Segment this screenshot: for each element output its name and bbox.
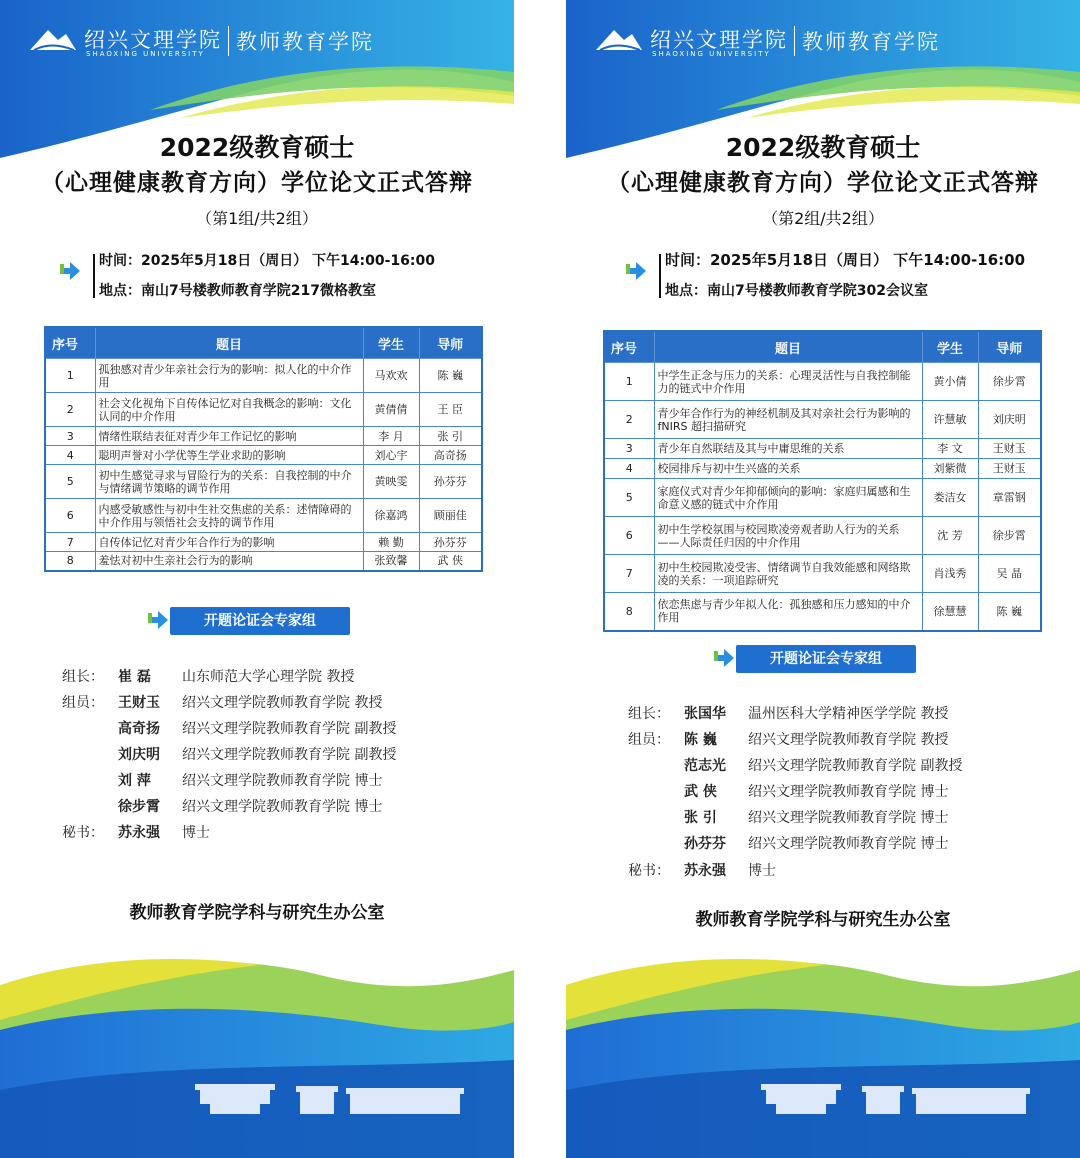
cell-title: 自传体记忆对青少年合作行为的影响 bbox=[95, 533, 363, 552]
cell-title: 中学生正念与压力的关系：心理灵活性与自我控制能力的链式中介作用 bbox=[654, 363, 922, 401]
committee-role: 组长： bbox=[628, 706, 670, 722]
cell-student: 徐嘉鸿 bbox=[363, 499, 419, 533]
cell-tutor: 刘庆明 bbox=[978, 401, 1041, 439]
committee-role: 组长： bbox=[62, 669, 104, 685]
cell-tutor: 孙芬芬 bbox=[419, 533, 482, 552]
cell-no: 1 bbox=[604, 363, 654, 401]
cell-tutor: 王财玉 bbox=[978, 459, 1041, 479]
info-divider bbox=[93, 254, 95, 298]
cell-tutor: 徐步霄 bbox=[978, 363, 1041, 401]
cell-tutor: 张 引 bbox=[419, 427, 482, 446]
col-header-no: 序号 bbox=[604, 331, 654, 363]
committee-secretary bbox=[62, 822, 210, 842]
cell-title: 内感受敏感性与初中生社交焦虑的关系：述情障碍的中介作用与领悟社会支持的调节作用 bbox=[95, 499, 363, 533]
arrow-icon bbox=[624, 260, 648, 282]
cell-title: 初中生感觉寻求与冒险行为的关系：自我控制的中介与情绪调节策略的调节作用 bbox=[95, 465, 363, 499]
committee-name: 张国华 bbox=[684, 706, 726, 722]
table-row bbox=[604, 593, 1041, 631]
university-logo-icon bbox=[28, 26, 78, 54]
cell-student: 肖浅秀 bbox=[922, 555, 978, 593]
cell-no: 2 bbox=[45, 393, 95, 427]
table-row bbox=[604, 479, 1041, 517]
committee-info: 博士 bbox=[182, 825, 210, 841]
cell-student: 许慧敏 bbox=[922, 401, 978, 439]
committee-info: 绍兴文理学院教师教育学院 副教授 bbox=[748, 758, 963, 774]
committee-info: 绍兴文理学院教师教育学院 博士 bbox=[748, 810, 949, 826]
cell-no: 8 bbox=[45, 552, 95, 571]
arrow-icon bbox=[146, 609, 170, 631]
committee-member bbox=[628, 781, 948, 801]
schedule-table bbox=[603, 330, 1042, 632]
committee-name: 王财玉 bbox=[118, 695, 160, 711]
cell-tutor: 章雷钢 bbox=[978, 479, 1041, 517]
cell-tutor: 吴 晶 bbox=[978, 555, 1041, 593]
committee-info: 绍兴文理学院教师教育学院 博士 bbox=[748, 836, 949, 852]
col-header-no: 序号 bbox=[45, 327, 95, 359]
info-divider bbox=[659, 254, 661, 298]
cell-no: 3 bbox=[45, 427, 95, 446]
table-row bbox=[45, 552, 482, 571]
cell-title: 情绪性联结表征对青少年工作记忆的影响 bbox=[95, 427, 363, 446]
table-row bbox=[45, 427, 482, 446]
cell-title: 社会文化视角下自传体记忆对自我概念的影响：文化认同的中介作用 bbox=[95, 393, 363, 427]
university-logo-icon bbox=[594, 26, 644, 54]
cell-title: 青少年自然联结及其与中庸思维的关系 bbox=[654, 439, 922, 459]
cell-title: 青少年合作行为的神经机制及其对亲社会行为影响的 fNIRS 超扫描研究 bbox=[654, 401, 922, 439]
committee-info: 绍兴文理学院教师教育学院 教授 bbox=[182, 695, 383, 711]
university-name: 绍兴文理学院 bbox=[650, 28, 788, 52]
committee-name: 苏永强 bbox=[118, 825, 160, 841]
committee-member bbox=[628, 729, 948, 749]
committee-info: 山东师范大学心理学院 教授 bbox=[182, 669, 355, 685]
committee-name: 孙芬芬 bbox=[684, 836, 726, 852]
cell-tutor: 高奇扬 bbox=[419, 446, 482, 465]
cell-no: 5 bbox=[45, 465, 95, 499]
committee-member bbox=[62, 796, 382, 816]
col-header-tutor: 导师 bbox=[419, 327, 482, 359]
table-header-row bbox=[45, 327, 482, 359]
committee-info: 绍兴文理学院教师教育学院 博士 bbox=[182, 799, 383, 815]
cell-no: 4 bbox=[604, 459, 654, 479]
defense-time: 时间：2025年5月18日（周日） 下午14:00-16:00 bbox=[665, 251, 1026, 269]
committee-member bbox=[628, 807, 948, 827]
cell-title: 初中生学校氛围与校园欺凌旁观者助人行为的关系——人际责任归因的中介作用 bbox=[654, 517, 922, 555]
table-row bbox=[45, 393, 482, 427]
cell-no: 1 bbox=[45, 359, 95, 393]
cell-no: 6 bbox=[45, 499, 95, 533]
cell-tutor: 徐步霄 bbox=[978, 517, 1041, 555]
arrow-icon bbox=[712, 647, 736, 669]
cell-tutor: 孙芬芬 bbox=[419, 465, 482, 499]
col-header-student: 学生 bbox=[922, 331, 978, 363]
committee-name: 刘 萍 bbox=[118, 773, 151, 789]
table-row bbox=[45, 359, 482, 393]
cell-no: 2 bbox=[604, 401, 654, 439]
cell-student: 黄映雯 bbox=[363, 465, 419, 499]
cell-title: 羞怯对初中生亲社会行为的影响 bbox=[95, 552, 363, 571]
committee-member bbox=[62, 744, 396, 764]
university-name-en: SHAOXING UNIVERSITY bbox=[86, 50, 205, 58]
table-row bbox=[604, 439, 1041, 459]
defense-place: 地点：南山7号楼教师教育学院217微格教室 bbox=[99, 283, 376, 299]
committee-member bbox=[62, 718, 396, 738]
table-row bbox=[45, 499, 482, 533]
committee-leader bbox=[628, 703, 948, 723]
committee-title: 开题论证会专家组 bbox=[204, 613, 316, 629]
college-name: 教师教育学院 bbox=[802, 30, 940, 54]
cell-title: 依恋焦虑与青少年拟人化：孤独感和压力感知的中介作用 bbox=[654, 593, 922, 631]
poster-title-main: 2022级教育硕士 bbox=[159, 133, 355, 162]
table-row bbox=[45, 446, 482, 465]
col-header-student: 学生 bbox=[363, 327, 419, 359]
cell-tutor: 王 臣 bbox=[419, 393, 482, 427]
committee-info: 绍兴文理学院教师教育学院 博士 bbox=[748, 784, 949, 800]
cell-tutor: 陈 巍 bbox=[978, 593, 1041, 631]
committee-banner bbox=[146, 607, 356, 635]
cell-student: 沈 芳 bbox=[922, 517, 978, 555]
committee-name: 高奇扬 bbox=[118, 721, 160, 737]
cell-student: 黄倩倩 bbox=[363, 393, 419, 427]
col-header-tutor: 导师 bbox=[978, 331, 1041, 363]
poster-title-sub: （心理健康教育方向）学位论文正式答辩 bbox=[41, 170, 473, 196]
committee-member bbox=[62, 692, 382, 712]
committee-name: 陈 巍 bbox=[684, 732, 717, 748]
committee-leader bbox=[62, 666, 354, 686]
cell-no: 6 bbox=[604, 517, 654, 555]
committee-name: 范志光 bbox=[684, 758, 726, 774]
cell-student: 李 文 bbox=[922, 439, 978, 459]
committee-info: 博士 bbox=[748, 863, 776, 879]
group-indicator: （第1组/共2组） bbox=[196, 209, 318, 228]
cell-student: 张致馨 bbox=[363, 552, 419, 571]
committee-role: 组员： bbox=[62, 695, 104, 711]
defense-place: 地点：南山7号楼教师教育学院302会议室 bbox=[665, 283, 928, 299]
poster-group-1 bbox=[0, 0, 514, 1158]
cell-title: 家庭仪式对青少年抑郁倾向的影响：家庭归属感和生命意义感的链式中介作用 bbox=[654, 479, 922, 517]
committee-name: 苏永强 bbox=[684, 863, 726, 879]
table-header-row bbox=[604, 331, 1041, 363]
table-row bbox=[45, 465, 482, 499]
committee-info: 温州医科大学精神医学学院 教授 bbox=[748, 706, 949, 722]
cell-student: 马欢欢 bbox=[363, 359, 419, 393]
cell-tutor: 顾丽佳 bbox=[419, 499, 482, 533]
arrow-icon bbox=[58, 260, 82, 282]
logo-divider bbox=[228, 26, 229, 56]
table-row bbox=[604, 363, 1041, 401]
logo-divider bbox=[794, 26, 795, 56]
poster-group-2 bbox=[566, 0, 1080, 1158]
cell-student: 刘心宇 bbox=[363, 446, 419, 465]
committee-name: 武 侠 bbox=[684, 784, 717, 800]
committee-member bbox=[628, 833, 948, 853]
cell-tutor: 王财玉 bbox=[978, 439, 1041, 459]
cell-title: 聪明声誉对小学优等生学业求助的影响 bbox=[95, 446, 363, 465]
committee-info: 绍兴文理学院教师教育学院 副教授 bbox=[182, 721, 397, 737]
col-header-title: 题目 bbox=[654, 331, 922, 363]
committee-role: 组员： bbox=[628, 732, 670, 748]
committee-member bbox=[628, 755, 962, 775]
committee-title: 开题论证会专家组 bbox=[770, 651, 882, 667]
cell-no: 5 bbox=[604, 479, 654, 517]
college-name: 教师教育学院 bbox=[236, 30, 374, 54]
poster-title-sub: （心理健康教育方向）学位论文正式答辩 bbox=[607, 170, 1039, 196]
cell-student: 娄洁女 bbox=[922, 479, 978, 517]
cell-no: 4 bbox=[45, 446, 95, 465]
table-row bbox=[604, 517, 1041, 555]
committee-secretary bbox=[628, 860, 776, 880]
committee-name: 刘庆明 bbox=[118, 747, 160, 763]
cell-student: 黄小倩 bbox=[922, 363, 978, 401]
cell-no: 8 bbox=[604, 593, 654, 631]
schedule-table bbox=[44, 326, 483, 572]
cell-title: 孤独感对青少年亲社会行为的影响：拟人化的中介作用 bbox=[95, 359, 363, 393]
table-row bbox=[604, 401, 1041, 439]
poster-title-main: 2022级教育硕士 bbox=[725, 133, 921, 162]
committee-banner bbox=[712, 645, 922, 673]
cell-no: 3 bbox=[604, 439, 654, 459]
cell-no: 7 bbox=[604, 555, 654, 593]
committee-name: 崔 磊 bbox=[118, 669, 151, 685]
cell-no: 7 bbox=[45, 533, 95, 552]
col-header-title: 题目 bbox=[95, 327, 363, 359]
cell-student: 李 月 bbox=[363, 427, 419, 446]
cell-title: 校园排斥与初中生兴盛的关系 bbox=[654, 459, 922, 479]
cell-tutor: 陈 巍 bbox=[419, 359, 482, 393]
office-name: 教师教育学院学科与研究生办公室 bbox=[129, 903, 385, 923]
table-row bbox=[604, 459, 1041, 479]
committee-info: 绍兴文理学院教师教育学院 博士 bbox=[182, 773, 383, 789]
cell-student: 赖 勤 bbox=[363, 533, 419, 552]
table-row bbox=[604, 555, 1041, 593]
committee-member bbox=[62, 770, 382, 790]
committee-info: 绍兴文理学院教师教育学院 副教授 bbox=[182, 747, 397, 763]
table-row bbox=[45, 533, 482, 552]
committee-name: 张 引 bbox=[684, 810, 717, 826]
cell-tutor: 武 侠 bbox=[419, 552, 482, 571]
committee-name: 徐步霄 bbox=[118, 799, 160, 815]
defense-time: 时间：2025年5月18日（周日） 下午14:00-16:00 bbox=[99, 253, 435, 269]
university-name: 绍兴文理学院 bbox=[84, 28, 222, 52]
cell-title: 初中生校园欺凌受害、情绪调节自我效能感和网络欺凌的关系：一项追踪研究 bbox=[654, 555, 922, 593]
committee-role: 秘书： bbox=[628, 863, 670, 879]
university-name-en: SHAOXING UNIVERSITY bbox=[652, 50, 771, 58]
cell-student: 刘紫微 bbox=[922, 459, 978, 479]
office-name: 教师教育学院学科与研究生办公室 bbox=[695, 910, 951, 930]
committee-info: 绍兴文理学院教师教育学院 教授 bbox=[748, 732, 949, 748]
cell-student: 徐慧慧 bbox=[922, 593, 978, 631]
committee-role: 秘书： bbox=[62, 825, 104, 841]
group-indicator: （第2组/共2组） bbox=[762, 209, 884, 228]
